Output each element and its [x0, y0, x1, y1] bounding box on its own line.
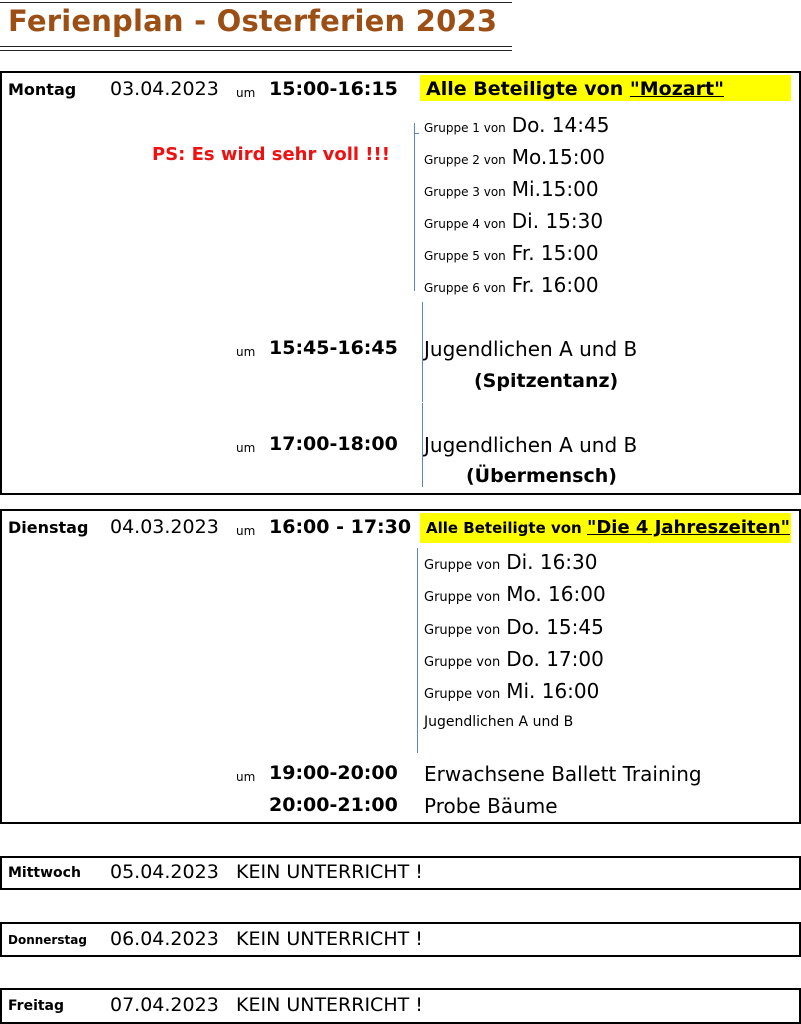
monday-highlight	[420, 75, 791, 101]
group-label: Gruppe von	[424, 558, 501, 573]
group-time: Di. 16:30	[506, 550, 598, 574]
group-label: Gruppe 4 von	[424, 217, 506, 231]
group-label: Gruppe 3 von	[424, 185, 506, 199]
group-label: Gruppe von	[424, 655, 501, 670]
monday-day: Montag	[8, 80, 77, 99]
monday-group-row	[424, 241, 599, 265]
group-time: Do. 14:45	[511, 113, 610, 137]
monday-time: 15:00-16:15	[269, 78, 398, 100]
wednesday-date: 05.04.2023	[110, 861, 219, 883]
tuesday-group-row	[424, 615, 604, 639]
monday-group-row	[424, 273, 599, 297]
session-activity: Erwachsene Ballett Training	[424, 762, 702, 786]
monday-group-row	[424, 145, 605, 169]
monday-highlight-name: "Mozart"	[629, 78, 724, 100]
tuesday-group-row	[424, 647, 604, 671]
monday-note: PS: Es wird sehr voll !!!	[152, 144, 390, 165]
session-subtitle: (Übermensch)	[466, 465, 617, 487]
monday-um: um	[236, 86, 256, 100]
session-um: um	[236, 441, 256, 455]
title-rule-bottom-2	[0, 50, 512, 51]
monday-date: 03.04.2023	[110, 78, 219, 100]
session-activity: Probe Bäume	[424, 794, 558, 818]
monday-group-row	[424, 209, 603, 233]
session-time: 17:00-18:00	[269, 433, 398, 455]
tuesday-um: um	[236, 524, 256, 538]
monday-group-bracket	[414, 123, 415, 291]
monday-group-row	[424, 113, 609, 137]
tuesday-group-bracket	[417, 548, 418, 753]
tuesday-time: 16:00 - 17:30	[269, 516, 412, 538]
session-activity: Jugendlichen A und B	[424, 337, 638, 361]
group-label: Gruppe 2 von	[424, 153, 506, 167]
tuesday-highlight-name: "Die 4 Jahreszeiten"	[586, 517, 791, 538]
thursday-date: 06.04.2023	[110, 928, 219, 950]
group-time: Di. 15:30	[511, 209, 604, 233]
session-um: um	[236, 345, 256, 359]
session-time: 20:00-21:00	[269, 794, 398, 816]
session-um: um	[236, 770, 256, 784]
friday-date: 07.04.2023	[110, 994, 219, 1016]
session-time: 15:45-16:45	[269, 337, 398, 359]
session-subtitle: (Spitzentanz)	[474, 370, 619, 392]
group-label: Gruppe 5 von	[424, 249, 506, 263]
group-label: Gruppe von	[424, 590, 501, 605]
friday-status: KEIN UNTERRICHT !	[236, 994, 423, 1016]
tuesday-highlight-prefix: Alle Beteiligte von	[426, 519, 587, 537]
group-time: Fr. 16:00	[511, 273, 599, 297]
monday-block	[0, 71, 801, 495]
group-label: Gruppe von	[424, 623, 501, 638]
wednesday-status: KEIN UNTERRICHT !	[236, 861, 423, 883]
monday-session-bracket-2	[422, 403, 423, 487]
page-title: Ferienplan - Osterferien 2023	[8, 4, 498, 38]
session-activity: Jugendlichen A und B	[424, 433, 638, 457]
tuesday-group-row	[424, 582, 606, 606]
friday-day: Freitag	[8, 998, 65, 1014]
thursday-day: Donnerstag	[8, 933, 87, 947]
group-label: Gruppe 1 von	[424, 121, 506, 135]
group-label: Gruppe 6 von	[424, 281, 506, 295]
monday-highlight-prefix: Alle Beteiligte von	[426, 78, 630, 100]
monday-session-bracket-1	[422, 302, 423, 402]
group-time: Mi. 16:00	[506, 679, 600, 703]
tuesday-youth: Jugendlichen A und B	[424, 714, 574, 730]
group-time: Mo.15:00	[511, 145, 605, 169]
group-time: Do. 15:45	[506, 615, 604, 639]
tuesday-highlight	[420, 513, 791, 543]
tuesday-group-row	[424, 550, 598, 574]
group-time: Do. 17:00	[506, 647, 604, 671]
tuesday-group-row	[424, 679, 599, 703]
wednesday-day: Mittwoch	[8, 865, 81, 881]
group-time: Fr. 15:00	[511, 241, 599, 265]
tuesday-day: Dienstag	[8, 518, 89, 537]
tuesday-date: 04.03.2023	[110, 516, 219, 538]
title-rule-bottom-1	[0, 46, 512, 47]
monday-group-bracket-tick	[414, 133, 419, 134]
session-time: 19:00-20:00	[269, 762, 398, 784]
monday-group-row	[424, 177, 599, 201]
group-time: Mi.15:00	[511, 177, 599, 201]
title-rule-top	[0, 2, 512, 3]
thursday-status: KEIN UNTERRICHT !	[236, 928, 423, 950]
group-label: Gruppe von	[424, 687, 501, 702]
group-time: Mo. 16:00	[506, 582, 606, 606]
